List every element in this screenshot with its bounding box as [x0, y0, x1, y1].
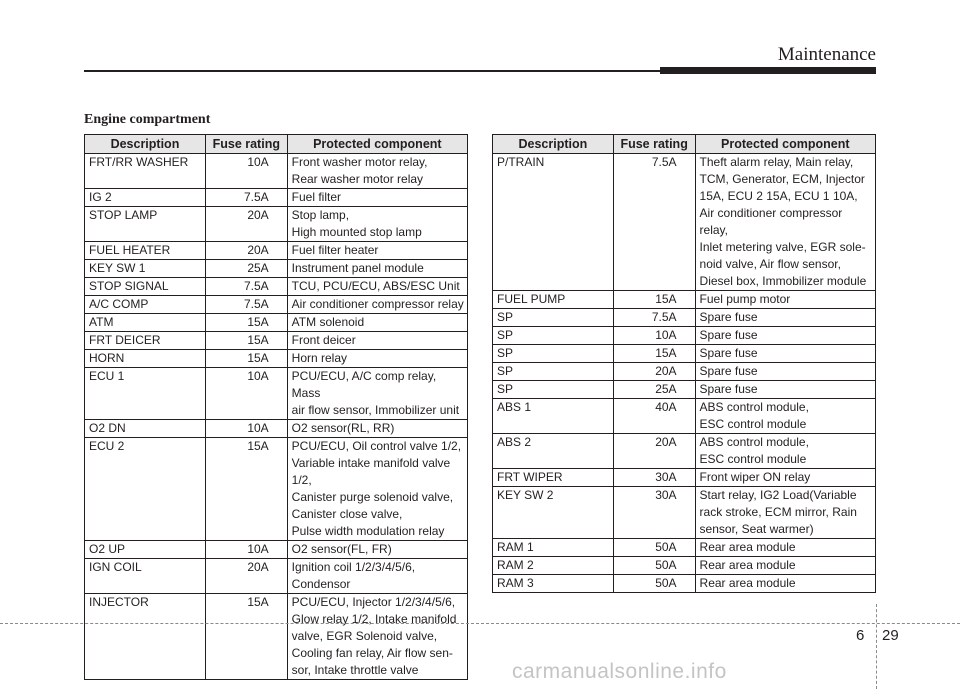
- fuse-description: RAM 3: [493, 575, 614, 593]
- fuse-description: INJECTOR: [85, 594, 206, 680]
- table-row: [85, 420, 468, 438]
- protected-component: Spare fuse: [695, 327, 875, 345]
- fuse-rating: 10A: [205, 154, 287, 189]
- column-header-protected-component: Protected component: [287, 135, 467, 154]
- fuse-rating: 50A: [613, 575, 695, 593]
- table-row: [493, 345, 876, 363]
- section-title: Engine compartment: [84, 112, 211, 127]
- header-rule-thin: [84, 70, 660, 72]
- fuse-description: RAM 1: [493, 539, 614, 557]
- fuse-description: RAM 2: [493, 557, 614, 575]
- table-row: [85, 260, 468, 278]
- fuse-description: O2 DN: [85, 420, 206, 438]
- protected-component: Front deicer: [287, 332, 467, 350]
- table-row: [85, 332, 468, 350]
- fuse-rating: 20A: [613, 434, 695, 469]
- fuse-description: O2 UP: [85, 541, 206, 559]
- header-rule-thick: [660, 67, 876, 74]
- protected-component: Spare fuse: [695, 345, 875, 363]
- fuse-table-left: [84, 134, 468, 680]
- fuse-rating: 50A: [613, 539, 695, 557]
- fuse-description: FRT WIPER: [493, 469, 614, 487]
- fuse-rating: 7.5A: [613, 309, 695, 327]
- table-row: [493, 381, 876, 399]
- table-row: [493, 469, 876, 487]
- table-row: [85, 541, 468, 559]
- fuse-description: SP: [493, 363, 614, 381]
- fuse-description: ABS 1: [493, 399, 614, 434]
- table-row: [85, 350, 468, 368]
- protected-component: Fuel filter heater: [287, 242, 467, 260]
- column-header-protected-component: Protected component: [695, 135, 875, 154]
- fuse-description: FUEL PUMP: [493, 291, 614, 309]
- table-row: [85, 207, 468, 242]
- table-row: [493, 291, 876, 309]
- protected-component: ABS control module, ESC control module: [695, 399, 875, 434]
- fuse-description: P/TRAIN: [493, 154, 614, 291]
- fuse-description: A/C COMP: [85, 296, 206, 314]
- column-header-fuse-rating: Fuse rating: [205, 135, 287, 154]
- fuse-rating: 15A: [205, 438, 287, 541]
- fuse-description: IGN COIL: [85, 559, 206, 594]
- table-row: [85, 559, 468, 594]
- column-header-description: Description: [493, 135, 614, 154]
- protected-component: Rear area module: [695, 539, 875, 557]
- protected-component: Front washer motor relay, Rear washer motor relay: [287, 154, 467, 189]
- protected-component: Ignition coil 1/2/3/4/5/6, Condensor: [287, 559, 467, 594]
- protected-component: Spare fuse: [695, 309, 875, 327]
- fuse-rating: 30A: [613, 469, 695, 487]
- table-row: [85, 296, 468, 314]
- fuse-description: FRT/RR WASHER: [85, 154, 206, 189]
- table-row: [85, 242, 468, 260]
- table-header-row: [493, 135, 876, 154]
- fuse-rating: 10A: [205, 368, 287, 420]
- fuse-description: SP: [493, 345, 614, 363]
- chapter-number: 6: [856, 627, 865, 644]
- watermark: carmanualsonline.info: [512, 660, 727, 683]
- column-header-description: Description: [85, 135, 206, 154]
- protected-component: PCU/ECU, Injector 1/2/3/4/5/6, Glow relay 1/2, Intake manifold valve, EGR Solenoid valve, Cooling fan relay, Air flow sen- sor, Intake throttle valve: [287, 594, 467, 680]
- table-row: [493, 154, 876, 291]
- protected-component: Stop lamp, High mounted stop lamp: [287, 207, 467, 242]
- fuse-rating: 15A: [205, 314, 287, 332]
- table-row: [493, 487, 876, 539]
- fuse-rating: 20A: [205, 207, 287, 242]
- fuse-description: KEY SW 1: [85, 260, 206, 278]
- fuse-rating: 30A: [613, 487, 695, 539]
- protected-component: ATM solenoid: [287, 314, 467, 332]
- protected-component: Rear area module: [695, 575, 875, 593]
- fuse-table-right: [492, 134, 876, 593]
- fuse-description: FUEL HEATER: [85, 242, 206, 260]
- fuse-rating: 10A: [205, 541, 287, 559]
- fuse-rating: 15A: [205, 332, 287, 350]
- table-row: [493, 575, 876, 593]
- fuse-rating: 7.5A: [205, 189, 287, 207]
- fuse-rating: 20A: [205, 559, 287, 594]
- fuse-rating: 15A: [613, 345, 695, 363]
- fuse-description: ABS 2: [493, 434, 614, 469]
- fuse-rating: 25A: [205, 260, 287, 278]
- protected-component: PCU/ECU, A/C comp relay, Mass air flow sensor, Immobilizer unit: [287, 368, 467, 420]
- table-row: [85, 314, 468, 332]
- protected-component: TCU, PCU/ECU, ABS/ESC Unit: [287, 278, 467, 296]
- table-header-row: [85, 135, 468, 154]
- protected-component: O2 sensor(RL, RR): [287, 420, 467, 438]
- table-row: [493, 539, 876, 557]
- fuse-rating: 20A: [205, 242, 287, 260]
- fuse-description: KEY SW 2: [493, 487, 614, 539]
- table-row: [493, 363, 876, 381]
- fuse-rating: 7.5A: [205, 296, 287, 314]
- table-row: [493, 434, 876, 469]
- fuse-rating: 20A: [613, 363, 695, 381]
- protected-component: Front wiper ON relay: [695, 469, 875, 487]
- protected-component: ABS control module, ESC control module: [695, 434, 875, 469]
- table-row: [85, 594, 468, 680]
- table-row: [85, 278, 468, 296]
- fuse-rating: 10A: [205, 420, 287, 438]
- protected-component: Air conditioner compressor relay: [287, 296, 467, 314]
- fuse-rating: 7.5A: [613, 154, 695, 291]
- table-row: [85, 154, 468, 189]
- protected-component: Spare fuse: [695, 363, 875, 381]
- protected-component: Spare fuse: [695, 381, 875, 399]
- fuse-description: ATM: [85, 314, 206, 332]
- fuse-rating: 15A: [205, 350, 287, 368]
- table-row: [493, 557, 876, 575]
- fuse-rating: 25A: [613, 381, 695, 399]
- fuse-description: IG 2: [85, 189, 206, 207]
- fuse-description: ECU 2: [85, 438, 206, 541]
- fuse-rating: 50A: [613, 557, 695, 575]
- fuse-rating: 10A: [613, 327, 695, 345]
- table-row: [493, 309, 876, 327]
- fuse-description: SP: [493, 327, 614, 345]
- protected-component: Horn relay: [287, 350, 467, 368]
- fuse-description: STOP SIGNAL: [85, 278, 206, 296]
- fuse-description: SP: [493, 381, 614, 399]
- table-row: [85, 368, 468, 420]
- fuse-rating: 40A: [613, 399, 695, 434]
- fuse-rating: 15A: [205, 594, 287, 680]
- protected-component: Rear area module: [695, 557, 875, 575]
- protected-component: Instrument panel module: [287, 260, 467, 278]
- fuse-description: HORN: [85, 350, 206, 368]
- protected-component: PCU/ECU, Oil control valve 1/2, Variable intake manifold valve 1/2, Canister purge solenoid valve, Canister close valve, Pulse width modulation relay: [287, 438, 467, 541]
- fuse-description: STOP LAMP: [85, 207, 206, 242]
- fuse-rating: 15A: [613, 291, 695, 309]
- table-row: [493, 327, 876, 345]
- table-row: [85, 438, 468, 541]
- page-header-title: Maintenance: [777, 44, 876, 65]
- footer-vertical-rule: [876, 604, 877, 689]
- page-number: 29: [882, 627, 899, 644]
- fuse-description: ECU 1: [85, 368, 206, 420]
- protected-component: Theft alarm relay, Main relay, TCM, Generator, ECM, Injector 15A, ECU 2 15A, ECU 1 10A, Air conditioner compressor relay, Inlet metering valve, EGR sole- noid valve, Air flow sensor, Diesel box, Immobilizer module: [695, 154, 875, 291]
- fuse-rating: 7.5A: [205, 278, 287, 296]
- table-row: [85, 189, 468, 207]
- footer-dashed-rule: [0, 623, 960, 624]
- column-header-fuse-rating: Fuse rating: [613, 135, 695, 154]
- protected-component: Start relay, IG2 Load(Variable rack stroke, ECM mirror, Rain sensor, Seat warmer): [695, 487, 875, 539]
- protected-component: Fuel pump motor: [695, 291, 875, 309]
- protected-component: O2 sensor(FL, FR): [287, 541, 467, 559]
- fuse-description: FRT DEICER: [85, 332, 206, 350]
- fuse-description: SP: [493, 309, 614, 327]
- table-row: [493, 399, 876, 434]
- protected-component: Fuel filter: [287, 189, 467, 207]
